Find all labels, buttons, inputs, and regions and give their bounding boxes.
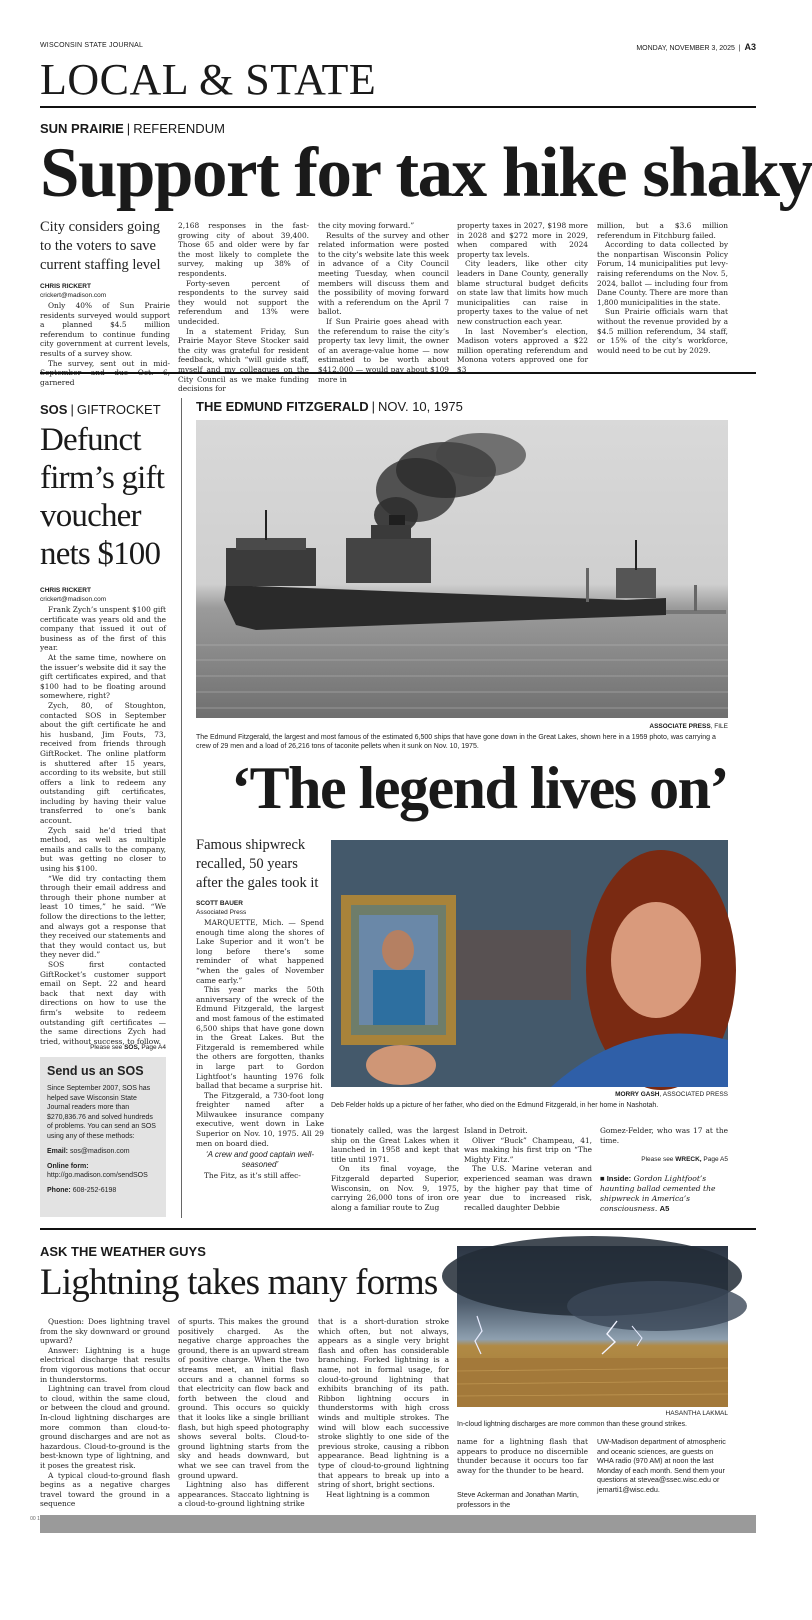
story1-headline: Support for tax hike shaky <box>40 134 812 212</box>
lightning-photo-caption: In-cloud lightning discharges are more common than these ground strikes. <box>457 1421 687 1428</box>
fitz-deck: Famous shipwreck recalled, 50 years after the gales took it <box>196 837 319 891</box>
sos-jump: Please see SOS, Page A4 <box>90 1044 166 1051</box>
weather-bio-2: UW-Madison department of atmospheric and oceanic sciences, are guests on WHA radio (970 AM) at noon the last Monday of each month. Send them your questions at stevea@ssec.wisc.edu or jemarti1@wisc.edu. <box>597 1437 726 1494</box>
weather-col4: name for a lightning flash that appears to produce no discernible thunder because it occurs too far away for the thunder to be heard. <box>457 1437 588 1475</box>
fitz-kicker: THE EDMUND FITZGERALD | NOV. 10, 1975 <box>196 399 463 414</box>
fitz-col1: MARQUETTE, Mich. — Spend enough time along the shores of Lake Superior and it won’t be long before there’s some reminder of what happened “when the gales of November came early.” This year marks the 50th anniversary of the wreck of the Edmund Fitzgerald, the largest and most famous of the estimated 6,500 ships that have gone down in the Great Lakes. But the Fitzgerald is remembered while the others are forgotten, thanks in large part to Gordon Lightfoot’s haunting 1976 folk ballad that became a surprise hit. The Fitzgerald, a 730-foot long freighter named after a Milwaukee insurance company executive, went down in Lake Superior on Nov. 10, 1975. All 29 men on board died. ‘A crew and good captain well-seasoned’ The Fitz, as it’s still affec- <box>196 918 324 1181</box>
fitz-col3: Island in Detroit. Oliver “Buck” Champeau, 41, was making his first trip on “The Mighty Fitz.” The U.S. Marine veteran and experienced seaman was drawn by the higher pay that time of year due to increased risk, recalled daughter Debbie <box>464 1126 592 1212</box>
felder-illustration <box>331 840 728 1087</box>
story1-byline: CHRIS RICKERT crickert@madison.com <box>40 283 107 299</box>
fitz-headline: ‘The legend lives on’ <box>231 755 728 821</box>
section-rule <box>40 106 756 108</box>
deb-felder-photo <box>331 840 728 1087</box>
felder-photo-credit: MORRY GASH, ASSOCIATED PRESS <box>615 1091 728 1098</box>
felder-photo-caption: Deb Felder holds up a picture of her father, who died on the Edmund Fitzgerald, in her home in Nashotah. <box>331 1102 659 1109</box>
inside-teaser: ■ Inside: Gordon Lightfoot’s haunting ballad cemented the shipwreck in America’s consciousness. A5 <box>600 1174 716 1213</box>
sos-online-link[interactable]: http://go.madison.com/sendSOS <box>47 1172 148 1179</box>
sos-box-email: Email: sos@madison.com <box>47 1148 130 1155</box>
sos-box-online: Online form: http://go.madison.com/sendSOS <box>47 1162 148 1179</box>
section-title: LOCAL & STATE <box>40 55 377 104</box>
fitz-byline: SCOTT BAUER Associated Press <box>196 900 247 916</box>
ship-illustration <box>196 420 728 718</box>
story1-col5: million, but a $3.6 million referendum in Fitchburg failed. According to data collected by the nonpartisan Wisconsin Policy Forum, 14 municipalities put levy-raising referendums on the Nov. 5, 2024, ballot — including four from Dane County. There are more than 1,800 municipalities in the state. Sun Prairie officials warn that without the revenue provided by a $4.5 million referendum, 34 staff, or 15% of the city’s workforce, would need to be cut by 2029. <box>597 221 728 355</box>
ship-photo-caption: The Edmund Fitzgerald, the largest and most famous of the estimated 6,500 ships that have gone down in the Great Lakes, shown here in a 1959 photo, was carrying a crew of 29 men and a load of 26,216 tons of taconite pellets when it sunk on Nov. 10, 1975. <box>196 734 716 750</box>
story1-col3: the city moving forward.” Results of the survey and other related information were posted to the city’s website late this week in advance of a City Council meeting Tuesday, when council members will discuss them and the possibility of moving forward with a referendum on the April 7 ballot. If Sun Prairie goes ahead with the referendum to raise the city’s property tax levy limit, the owner of an average-value home — now estimated to be worth about $412,000 — would pay about $109 more in <box>318 221 449 384</box>
paper-name: WISCONSIN STATE JOURNAL <box>40 42 144 49</box>
page-number: A3 <box>744 42 756 52</box>
fitz-col2: tionately called, was the largest ship on the Great Lakes when it launched in 1958 and kept that title until 1971. On its final voyage, the Fitzgerald departed Superior, Wisconsin, on Nov. 9, 1975, carrying 26,000 tons of iron ore along a familiar route to Zug <box>331 1126 459 1212</box>
weather-kicker: ASK THE WEATHER GUYS <box>40 1244 206 1259</box>
fitz-col4: Gomez-Felder, who was 17 at the time. <box>600 1126 728 1145</box>
story1-col4: property taxes in 2027, $198 more in 2028 and $272 more in 2029, when compared with 2024 property tax levels. City leaders, like other city leaders in Dane County, generally blame structural budget deficits on state law that limits how much municipalities can raise in property taxes to the value of net new construction each year. In last November’s election, Madison voters approved a $22 million operating referendum and Monona voters approved one for $3 <box>457 221 588 374</box>
sos-byline: CHRIS RICKERT crickert@madison.com <box>40 587 107 603</box>
footer-bar <box>40 1515 756 1533</box>
sos-email-link[interactable]: sos@madison.com <box>69 1148 130 1155</box>
story1-kicker: SUN PRAIRIE | REFERENDUM <box>40 121 225 136</box>
story1-deck: City considers going to the voters to save current staffing level <box>40 219 161 273</box>
lightning-photo-credit: HASANTHA LAKMAL <box>665 1410 728 1417</box>
fitz-rule <box>40 1228 756 1230</box>
weather-col2: of spurts. This makes the ground positively charged. As the negative charge approaches the ground, there is an upward stream of positive charge. When the two streams meet, an initial flash occurs and a channel forms so that electricity can flow back and forth between the cloud and ground. This occurs so quickly that it looks like a single brilliant flash, but high speed photography shows several bolts. Cloud-to-ground lightning starts from the sky and heads downward, but what we see can travel from the ground upward. Lightning also has different appearances. Staccato lightning is a cloud-to-ground lightning strike <box>178 1317 309 1509</box>
weather-headline: Lightning takes many forms <box>40 1262 438 1303</box>
storm-illustration <box>457 1246 728 1407</box>
story1-rule <box>40 372 756 374</box>
folio: 00 1 <box>30 1516 40 1522</box>
sos-body: Frank Zych’s unspent $100 gift certificate was years old and the company that issued it out of business as of the first of this year. At the same time, nowhere on the issuer’s website did it say the gift certificates expired, and that $100 had to be floating around somewhere, right? Zych, 80, of Stoughton, contacted SOS in September about the gift certificate he and his husband, Jim Fouts, 73, received from friends through GiftRocket. The online platform is shuttered after 15 years, according to its website, but still offers a link to redeem any outstanding gift certificates, including by having their value transferred to one’s bank account. Zych said he’d tried that method, as well as multiple emails and calls to the company, but was getting no closer to using his $100. “We did try contacting them through their email address and through their phone number at least 10 times,” he said. “We follow the directions to the letter, and always got a response that they received our statements and that they would contact us, but they never did.” SOS first contacted GiftRocket’s customer support email on Sept. 22 and heard back that next day with directions on how to use the firm’s website to redeem outstanding gift certificates — the same directions Zych had tried, without success, to follow. <box>40 605 166 1046</box>
lightning-photo <box>457 1246 728 1407</box>
sos-box-title: Send us an SOS <box>47 1064 144 1078</box>
issue-date: MONDAY, NOVEMBER 3, 2025 | A3 <box>636 42 756 52</box>
edmund-fitzgerald-photo <box>196 420 728 718</box>
masthead <box>40 42 756 54</box>
column-divider <box>181 398 182 1218</box>
newspaper-page <box>30 0 812 1620</box>
sos-box-phone: Phone: 608-252-6198 <box>47 1186 117 1194</box>
weather-col1: Question: Does lightning travel from the sky downward or ground upward? Answer: Lightning is a huge electrical discharge that results from vigorous motions that occur in thunderstorms. Lightning can travel from cloud to cloud, within the same cloud, or between the cloud and ground. In-cloud lightning discharges are more common than cloud-to-ground discharges and are not as hazardous. Cloud-to-ground is the best-known type of lightning, and it poses the greatest risk. A typical cloud-to-ground flash begins as a negative charges travel toward the ground in a sequence <box>40 1317 170 1509</box>
ship-photo-credit: ASSOCIATE PRESS, FILE <box>649 723 728 730</box>
sos-box-desc: Since September 2007, SOS has helped save Wisconsin State Journal readers more than $270,836.76 and solved hundreds of problems. You can send an SOS using any of these methods: <box>47 1085 156 1140</box>
weather-bio-1: Steve Ackerman and Jonathan Martin, professors in the <box>457 1490 579 1509</box>
sos-headline: Defunct firm’s gift voucher nets $100 <box>40 422 165 572</box>
sos-kicker: SOS | GIFTROCKET <box>40 402 161 417</box>
story1-col2: 2,168 responses in the fast-growing city of about 39,400. Those 65 and older were by far the most likely to complete the survey, making up 38% of respondents. Forty-seven percent of respondents to the survey said they would not support the referendum and 13% were undecided. In a statement Friday, Sun Prairie Mayor Steve Stocker said the city was grateful for resident feedback, which “will guide staff, myself and my colleagues on the City Council as we make funding decisions for <box>178 221 309 394</box>
wreck-jump: Please see WRECK, Page A5 <box>641 1156 728 1163</box>
weather-col3: that is a short-duration stroke which often, but not always, appears as a single very bright flash and often has considerable branching. Forked lightning is a name, not in formal usage, for cloud-to-ground lightning that exhibits branching of its path. Ribbon lightning occurs in thunderstorms with high cross winds and multiple strokes. The wind will blow each successive stroke slightly to one side of the previous stroke, causing a ribbon appearance. Bead lightning is a type of cloud-to-ground lightning that appears to break up into a string of short, bright sections. Heat lightning is a common <box>318 1317 449 1499</box>
story1-col1: Only 40% of Sun Prairie residents surveyed would support a planned $4.5 million referendum to continue funding city government at current levels, results of a survey show. The survey, sent out in mid-September and due Oct. 6, garnered <box>40 301 170 387</box>
send-sos-box <box>40 1057 166 1217</box>
